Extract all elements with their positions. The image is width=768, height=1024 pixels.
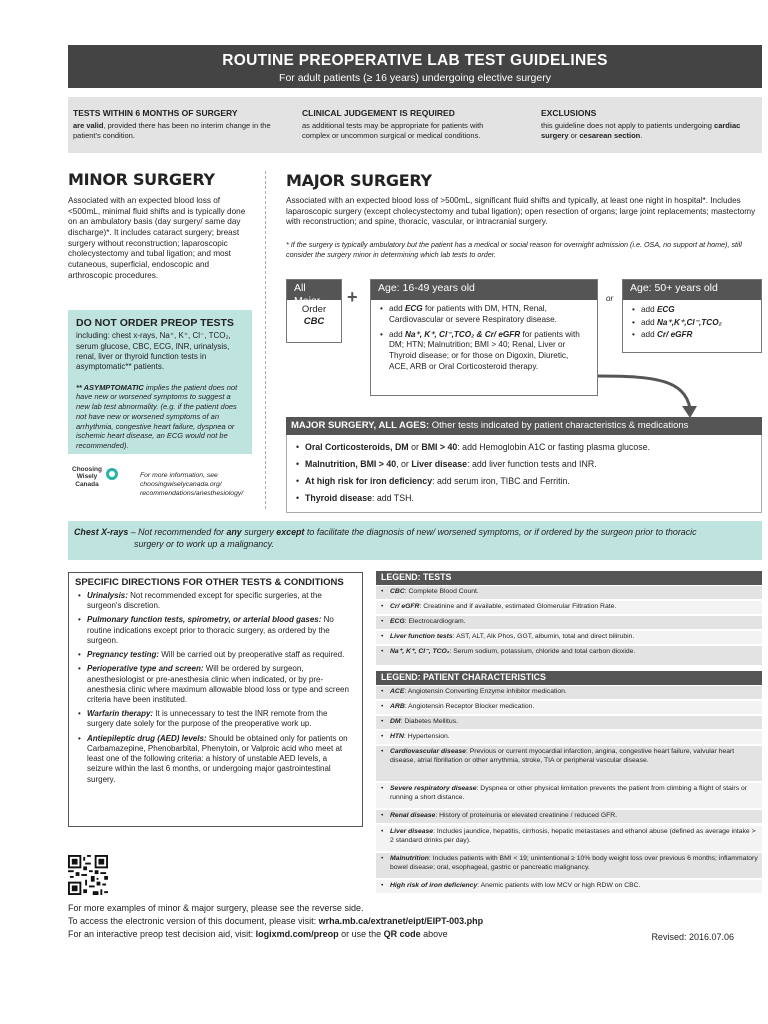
logo-ring-icon [106,468,118,480]
legend-patient-row [376,746,762,782]
xray-lead: Chest X-rays [74,527,129,537]
legend-patient-row [376,826,762,852]
row-text: : Complete Blood Count. [404,588,479,595]
row-bold: Liver function tests [390,633,453,640]
xray-text-2: surgery [241,527,277,537]
row-bold: DM [390,718,401,725]
item-bold2: BMI > 40 [421,442,458,452]
legend-test-row [376,601,762,615]
title-banner [68,45,762,88]
item-bold: Cr/ eGFR [656,330,693,340]
row-text: : Previous or current myocardial infarction, angina, congestive heart failure, valvular heart disease, atrial fibrillation or other arrythmia, stroke, TIA or peripheral vascular disease. [390,748,735,764]
item-bold: ECG [656,305,675,314]
all-major-order: Order [301,304,327,315]
minor-surgery-title: MINOR SURGERY [68,170,215,189]
row-text: : Anemic patients with low MCV or high RDW on CBC. [477,882,641,889]
logo-text-2: Wisely [76,473,98,481]
item-bold: Na⁺, K⁺, Cl⁻,TCO₂ & Cr/ eGFR [404,329,521,339]
item-bold2: Liver disease [411,459,468,470]
item-bold: Urinalysis: [87,590,128,600]
valid-tests-bold: are valid [73,121,104,131]
choosing-wisely-info: For more information, see choosingwiselycanada.org/ recommendations/anesthesiology/ [140,472,244,497]
legend-test-row [376,616,762,630]
qr-code-icon[interactable] [68,855,108,895]
row-bold: Renal disease [390,812,436,819]
minor-surgery-description: Associated with an expected blood loss of <500mL, minimal fluid shifts and is typically done on an ambulatory basis (day surgery/ same day discharge)*. It includes cataract surgery; breast surgery without reconstruction; laparoscopic cholecystectomy and tubal ligation; and most cutaneous, superficial, endoscopic and arthroscopic procedures. [68,196,246,280]
item-bold: Antiepileptic drug (AED) levels: [87,733,207,743]
item-text: Will be carried out by preoperative staff as required. [159,650,345,660]
row-bold: CBC [390,588,405,595]
page-title: ROUTINE PREOPERATIVE LAB TEST GUIDELINES [222,52,608,69]
asymptomatic-text: implies the patient does not have new or worsened symptoms to suggest a new lab test abnormality. (e.g. if the patient does not have new or worsened symptoms of an arrhythmia, congestive heart failure, dyspnea or ischemic heart disease, an ECG would not be recommended). [76,382,238,451]
do-not-order-heading: DO NOT ORDER PREOP TESTS [76,317,234,329]
major-surgery-description: Associated with an expected blood loss of >500mL, significant fluid shifts and typically, at least one night in hospital*. Includes laparoscopic surgery (except cholecystectomy and tubal ligation); open resection of organs; large joint replacements; mastectomy with reconstruction; and spine, thoracic, vascular, or intracranial surgery. [286,196,756,227]
row-bold: Cardiovascular disease [390,748,466,755]
row-bold: Severe respiratory disease [390,785,477,792]
do-not-order-text: including: chest x-rays, Na⁺, K⁺, Cl⁻, TCO₂, serum glucose, CBC, ECG, INR, urinalysis, renal, liver or thyroid function tests in asymptomatic** patients. [76,331,231,372]
exclusions-note [541,108,756,141]
row-text: : Angiotensin Converting Enzyme inhibitor medication. [404,688,567,695]
xray-bold-1: any [226,527,242,537]
direction-item [77,650,354,660]
direction-item [77,591,354,611]
item-bold: Thyroid disease [305,493,372,504]
item-post: : add serum iron, TIBC and Ferritin. [432,476,570,487]
age-50-plus-box [622,279,762,353]
legend-patient-row [376,783,762,809]
logo-text-3: Canada [75,480,99,488]
row-bold: HTN [390,733,404,740]
age-16-49-lytes-item [379,330,589,373]
item-post: : add Hemoglobin A1C or fasting plasma glucose. [457,442,650,452]
xray-bold-2: except [276,527,305,537]
row-text: : Dyspnea or other physical limitation prevents the patient from climbing a flight of stairs or running a short distance. [390,785,748,801]
direction-item [77,734,354,785]
footer-line-1: For more examples of minor & major surgery, please see the reverse side. [68,903,364,913]
direction-item [77,664,354,705]
do-not-order-box [68,310,252,454]
item-bold: Na⁺,K⁺,Cl⁻,TCO₂ [656,317,722,327]
exclusions-text-b: or [568,130,580,140]
revised-date: Revised: 2016.07.06 [651,932,734,942]
row-bold: High risk of iron deficiency [390,882,478,889]
item-bold: Oral Corticosteroids, DM [305,442,409,452]
specific-directions-box [68,572,363,827]
chest-xray-note [68,521,762,560]
row-text: : Hypertension. [403,733,450,740]
item-text: Will be ordered by surgeon, anesthesiologist or pre-anesthesia clinic when indicated, or by pre-anesthesia clinic where maximum allowable blood loss or type and screen criteria have been instituted. [87,664,349,704]
item-pre: add [641,317,657,327]
item-pre: add [389,304,405,313]
all-ages-item [295,473,753,490]
item-text: Should be obtained only for patients on Carbamazepine, Phenobarbital, Phenytoin, or Valproic acid who meet at least one of the following criteria: a history of unstable AED levels, a seizure within the last 6 months, or undergoing major gastrointestinal surgery. [87,733,348,784]
or-label: or [606,294,614,303]
row-bold: Malnutrition [390,855,429,862]
legend-test-row [376,586,762,600]
row-text: : Electrocardiogram. [404,618,466,625]
item-text: No routine indications except prior to thoracic surgery, as ordered by the surgeon. [87,615,334,645]
asymptomatic-note [76,383,244,451]
legend-patient-heading: LEGEND: PATIENT CHARACTERISTICS [376,671,762,685]
row-bold: Liver disease [390,828,434,835]
exclusions-cardiac: cardiac surgery [541,121,741,140]
item-text: Not recommended except for specific surgeries, at the surgeon's discretion. [87,590,322,611]
major-surgery-title: MAJOR SURGERY [286,171,432,190]
legend-patient-row [376,701,762,715]
row-bold: ARB [390,703,405,710]
item-bold: At high risk for iron deficiency [305,476,433,487]
footer-line-2-text: To access the electronic version of this document, please visit: [68,916,319,927]
section-divider [265,171,266,509]
row-bold: ECG [390,618,405,625]
age-16-49-ecg-item [379,304,589,326]
all-ages-item [295,490,753,507]
qr-code-label: QR code [383,929,421,940]
all-ages-text: Other tests indicated by patient characteristics & medications [429,420,689,431]
curved-arrow-icon [596,350,706,420]
exclusions-heading: EXCLUSIONS [541,108,597,118]
valid-tests-note [73,108,278,141]
item-post: for patients with DM, HTN, Renal, Cardiovascular or severe Respiratory disease. [389,304,557,324]
footer-line-3-end: above [420,929,448,940]
decision-aid-link[interactable]: logixmd.com/preop [255,929,339,940]
clinical-judgement-note [302,108,507,141]
item-pre: add [641,305,657,314]
item-post: : add liver function tests and INR. [467,459,597,470]
asymptomatic-label: ** ASYMPTOMATIC [76,382,144,392]
item-bold: Pregnancy testing: [87,650,160,660]
row-text: : Includes jaundice, hepatitis, cirrhosis, hepatic metastases and ethanol abuse (defined as average intake > 2 standard drinks per day). [390,828,756,844]
direction-item [77,709,354,729]
page-subtitle: For adult patients (≥ 16 years) undergoing elective surgery [279,72,551,85]
logo-text-1: Choosing [72,466,102,473]
age-16-49-box [370,279,598,396]
age-50-cr-item [631,329,753,342]
xray-text-3: to facilitate the diagnosis of new/ worsened symptoms, or if ordered by the surgeon prior to thoracic [304,527,697,537]
item-bold: Pulmonary function tests, spirometry, or arterial blood gases: [87,615,322,625]
age-50-lytes-item [631,317,753,330]
age-16-49-label: Age: 16-49 years old [371,280,597,300]
exclusions-text-c: . [640,130,643,140]
legend-patient-row [376,810,762,824]
all-ages-item [295,439,753,456]
xray-text-1: – Not recommended for [128,527,227,537]
item-post: : add TSH. [371,493,414,504]
row-bold: Cr/ eGFR [390,603,420,610]
footer-line-3-text: For an interactive preop test decision aid, visit: [68,929,256,940]
all-major-box [286,279,342,343]
item-bold: ECG [404,304,423,313]
row-text: : History of proteinuria or elevated creatinine / reduced GFR. [435,812,618,819]
valid-tests-heading: TESTS WITHIN 6 MONTHS OF SURGERY [73,108,238,118]
footer-line-3-mid: or use the [338,929,384,940]
row-text: : Serum sodium, potassium, chloride and total carbon dioxide. [449,648,636,655]
legend-patient-row [376,716,762,730]
legend-test-row [376,631,762,645]
choosing-wisely-logo [68,466,128,506]
item-text: It is unnecessary to test the INR remote from the surgery date solely for the purpose of the preoperative work up. [87,709,328,729]
all-major-label: All Major [287,280,341,300]
clinical-judgement-text: as additional tests may be appropriate for patients with complex or uncommon surgical or medical conditions. [302,121,484,140]
item-mid: or [408,442,422,452]
item-bold: Warfarin therapy: [87,709,154,719]
legend-test-row [376,646,762,666]
exclusions-text-a: this guideline does not apply to patients undergoing [541,121,715,131]
legend-patient-row [376,731,762,745]
row-text: : Includes patients with BMI < 19; unintentional ≥ 10% body weight loss over previous 6 months; inflammatory bowel disease; oral, esophageal, gastric or pancreatic malignancy. [390,855,758,871]
row-bold: Na⁺, K⁺, Cl⁻, TCO₂ [390,648,450,655]
legend-patient-row [376,880,762,894]
specific-directions-heading: SPECIFIC DIRECTIONS FOR OTHER TESTS & CONDITIONS [75,577,344,588]
electronic-version-link[interactable]: wrha.mb.ca/extranet/eipt/EIPT-003.php [318,916,484,927]
xray-text-4: surgery or to work up a malignancy. [134,539,274,550]
item-mid: , or [396,459,412,470]
legend-patient-row [376,686,762,700]
item-pre: add [389,329,405,339]
age-50-ecg-item [631,304,753,317]
row-text: : AST, ALT, Alk Phos, GGT, albumin, total and direct bilirubin. [452,633,635,640]
legend-patient-row [376,853,762,879]
item-bold: Perioperative type and screen: [87,664,204,674]
row-bold: ACE [390,688,405,695]
all-ages-bold: MAJOR SURGERY, ALL AGES: [291,420,430,431]
row-text: : Creatinine and if available, estimated Glomerular Filtration Rate. [419,603,617,610]
all-major-cbc: CBC [303,315,325,327]
exclusions-cesarean: cesarean section [579,130,641,140]
clinical-judgement-heading: CLINICAL JUDGEMENT IS REQUIRED [302,108,455,118]
row-text: : Diabetes Mellitus. [400,718,458,725]
legend-tests-heading: LEGEND: TESTS [376,571,762,585]
major-all-ages-header [286,417,762,435]
direction-item [77,615,354,646]
item-pre: add [641,330,657,340]
age-50-plus-label: Age: 50+ years old [623,280,761,300]
all-ages-item [295,456,753,473]
plus-icon: + [347,287,358,307]
key-notes-bar [68,97,762,153]
major-all-ages-list [286,435,762,513]
item-post: for patients with DM; HTN; Malnutrition; BMI > 40; Renal, Liver or Thyroid disease; or for those on Digoxin, Diuretic, ACE, ARB or Oral Corticosteroid therapy. [389,329,580,372]
item-bold: Malnutrition, BMI > 40 [305,459,397,470]
row-text: : Angiotensin Receptor Blocker medication. [404,703,535,710]
major-surgery-footnote: * If the surgery is typically ambulatory but the patient has a medical or social reason for overnight admission (i.e. OSA, no support at home), still consider the surgery minor in determining which lab tests to order. [286,240,742,259]
valid-tests-text: , provided there has been no interim change in the patient's condition. [73,121,271,140]
